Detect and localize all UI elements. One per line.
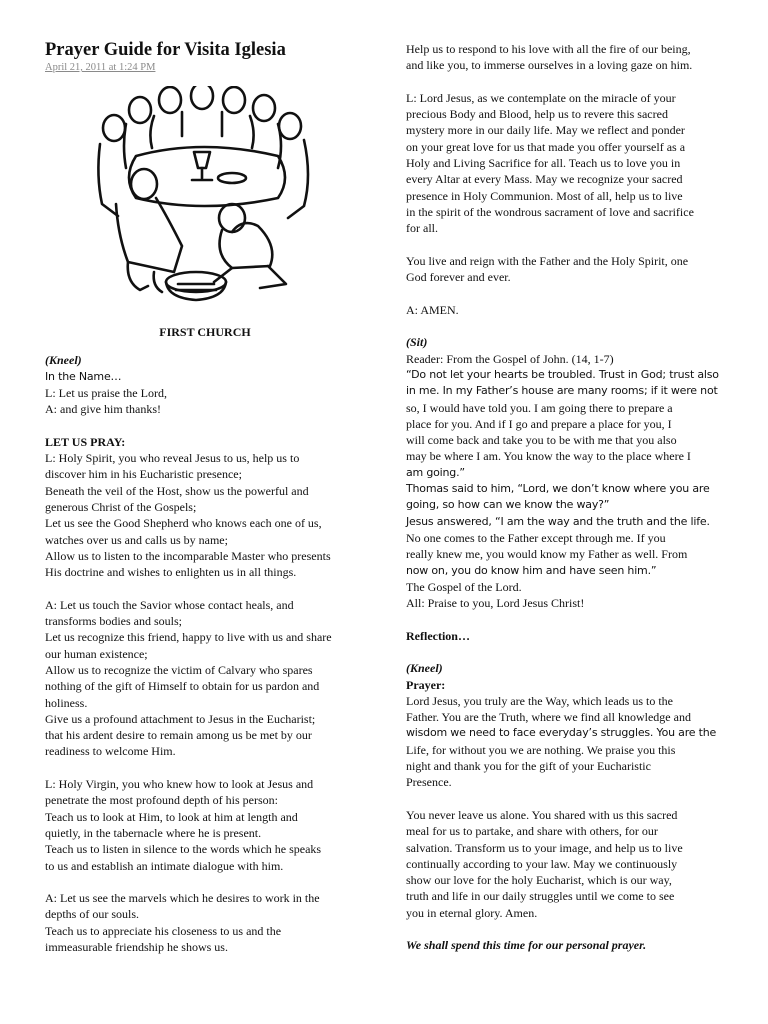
left-column <box>45 324 365 955</box>
first-church-heading: FIRST CHURCH <box>159 325 251 339</box>
sit-rubric: (Sit) <box>406 335 428 350</box>
marvels-paragraph: A: Let us see the marvels which he desires to work in the depths of our souls. Teach us to appreciate his closeness to us and the immeasurable friendship he shows us. <box>45 891 320 954</box>
holy-virgin-paragraph: L: Holy Virgin, you who knew how to look at Jesus and penetrate the most profound depth of his person: Teach us to look at Him, to look at him at length and quietly, in the tabernacle where he is present. Teach us to listen in silence to the words which he speaks to us and establish an intimate dialogue with him. <box>45 777 322 873</box>
last-supper-foot-washing-illustration <box>82 86 322 304</box>
savior-paragraph: A: Let us touch the Savior whose contact heals, and transforms bodies and souls; Let us recognize this friend, happy to live with us and share our human existence; Allow us to recognize the victim of Calvary who spares nothing of the gift of Himself to obtain for us pardon and holiness. Give us a profound attachment to Jesus in the Eucharist; that his ardent desire to remain among us be met by our readiness to welcome Him. <box>45 597 332 759</box>
gospel-reading: “Do not let your hearts be troubled. Trust in God; trust also in me. In my Father’s house are many rooms; if it were not so, I would have told you. I am going there to prepare a place for you. And if I go and prepare a place for you, I will come back and take you to be with me that you also may be where I am. You know the way to the place where I am going.” Thomas said to him, “Lord, we don’t know where you are going, so how can we know the way?” Jesus answered, “I am the way and the truth and the life. No one comes to the Father except through me. If you really knew me, you would know my Father as well. From now on, you do know him and have seen him.” The Gospel of the Lord. All: Praise to you, Lord Jesus Christ! <box>406 367 719 611</box>
in-the-name-line: In the Name… <box>45 369 122 383</box>
lord-jesus-paragraph: L: Lord Jesus, as we contemplate on the miracle of your precious Body and Blood, help us to revere this sacred mystery more in our daily life. May we reflect and ponder on your great love for us that made you offer yourself as a Holy and Living Sacrifice for all. Teach us to love you in every Altar at every Mass. May we recognize your sacred presence in Holy Communion. Most of all, help us to live in the spirit of the wondrous sacrament of love and sacrifice for all. <box>406 90 694 236</box>
post-date-link[interactable]: April 21, 2011 at 1:24 PM <box>45 62 156 73</box>
way-truth-life-prayer: Lord Jesus, you truly are the Way, which leads us to the Father. You are the Truth, where we find all knowledge and wisdom we need to face everyday’s struggles. You are the Life, for without you we are nothing. We praise you this night and thank you for the gift of your Eucharistic Presence. <box>406 693 717 790</box>
personal-prayer-note: We shall spend this time for our personal prayer. <box>406 938 647 953</box>
holy-spirit-paragraph: L: Holy Spirit, you who reveal Jesus to us, help us to discover him in his Eucharistic presence; Beneath the veil of the Host, show us the powerful and generous Christ of the Gospels; Let us see the Good Shepherd who knows each one of us, watches over us and calls us by name; Allow us to listen to the incomparable Master who presents His doctrine and wishes to enlighten us in all things. <box>45 451 331 580</box>
closing-prayer-paragraph: You never leave us alone. You shared with us this sacred meal for us to partake, and share with others, for our salvation. Transform us to your image, and help us to live continually according to your law. May we continuously show our love for the holy Eucharist, which is our way, truth and life in our daily struggles until we come to see you in eternal glory. Amen. <box>406 807 683 920</box>
thanks-line: A: and give him thanks! <box>45 402 161 417</box>
page-title: Prayer Guide for Visita Iglesia <box>45 40 286 60</box>
amen-line: A: AMEN. <box>406 302 459 317</box>
respond-paragraph: Help us to respond to his love with all the fire of our being, and like you, to immerse ourselves in a loving gaze on him. <box>406 42 693 73</box>
kneel-rubric-2: (Kneel) <box>406 661 443 676</box>
prayer-heading: Prayer: <box>406 677 446 692</box>
right-column <box>406 41 726 954</box>
kneel-rubric: (Kneel) <box>45 353 82 368</box>
gospel-reference: Reader: From the Gospel of John. (14, 1-7) <box>406 351 614 366</box>
praise-line: L: Let us praise the Lord, <box>45 385 167 400</box>
let-us-pray-heading: LET US PRAY: <box>45 434 126 449</box>
reflection-heading: Reflection… <box>406 628 470 643</box>
doxology-paragraph: You live and reign with the Father and the Holy Spirit, one God forever and ever. <box>406 253 689 285</box>
